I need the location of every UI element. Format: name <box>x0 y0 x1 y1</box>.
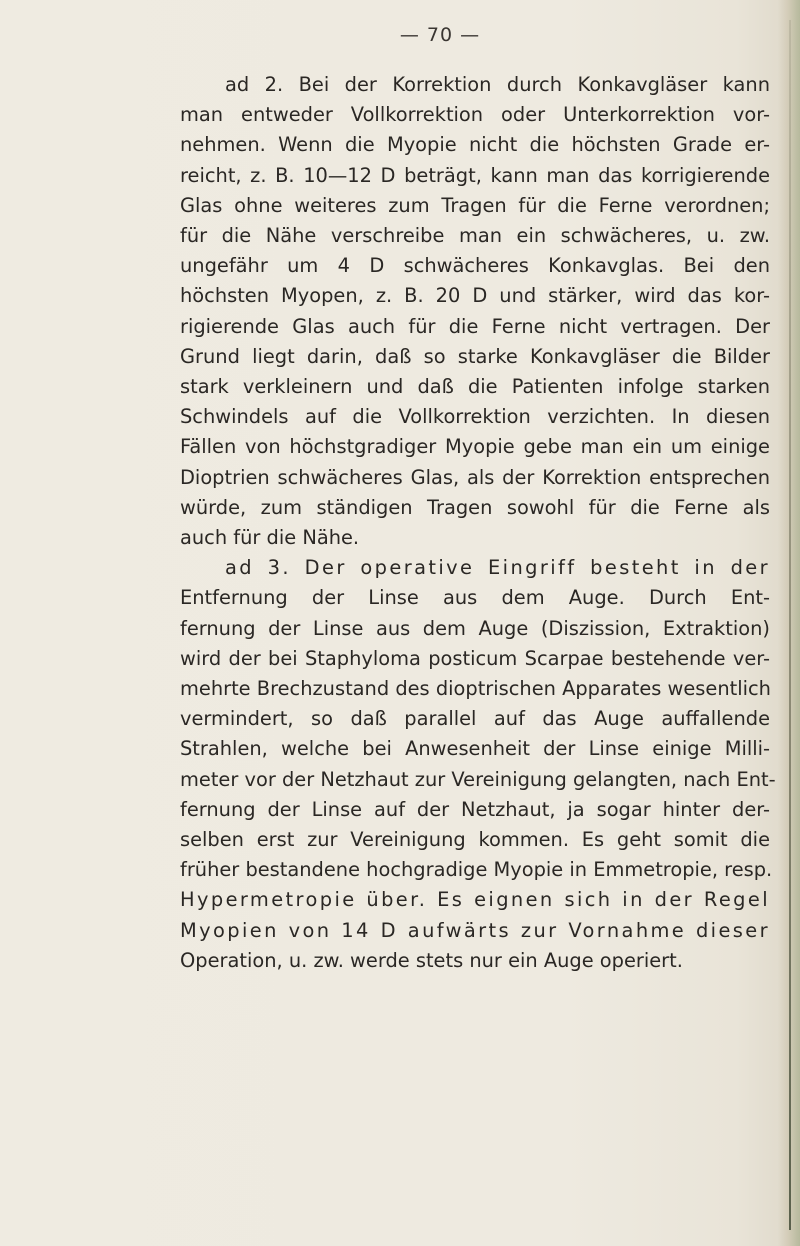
text-line: fernung der Linse auf der Netzhaut, ja sogar hinter der- <box>180 797 770 821</box>
text-line: stark verkleinern und daß die Patienten infolge starken <box>180 375 770 399</box>
text-line: meter vor der Netzhaut zur Vereinigung gelangten, nach Ent- <box>180 767 776 791</box>
text-line: selben erst zur Vereinigung kommen. Es geht somit die <box>180 828 770 852</box>
text-line: Entfernung der Linse aus dem Auge. Durch Ent- <box>180 586 770 610</box>
text-line: ad 3. Der operative Eingriff besteht in der <box>225 556 770 580</box>
page-edge-line <box>789 20 791 1230</box>
text-line: für die Nähe verschreibe man ein schwächeres, u. zw. <box>180 224 770 248</box>
text-line: Schwindels auf die Vollkorrektion verzichten. In diesen <box>180 405 770 429</box>
text-line: mehrte Brechzustand des dioptrischen Apparates wesentlich <box>180 677 771 701</box>
text-line: nehmen. Wenn die Myopie nicht die höchsten Grade er- <box>180 133 770 157</box>
text-line: vermindert, so daß parallel auf das Auge auffallende <box>180 707 770 731</box>
page-number: — 70 — <box>399 24 481 46</box>
text-line: früher bestandene hochgradige Myopie in Emmetropie, resp. <box>180 858 773 882</box>
text-line: Strahlen, welche bei Anwesenheit der Linse einige Milli- <box>180 737 770 761</box>
text-line: Glas ohne weiteres zum Tragen für die Ferne verordnen; <box>180 193 770 217</box>
text-line: fernung der Linse aus dem Auge (Diszission, Extraktion) <box>180 616 770 640</box>
text-line: Hypermetropie über. Es eignen sich in der Regel <box>180 888 770 912</box>
text-line: man entweder Vollkorrektion oder Unterkorrektion vor- <box>180 103 770 127</box>
text-line: Grund liegt darin, daß so starke Konkavgläser die Bilder <box>180 344 770 368</box>
text-line: Fällen von höchstgradiger Myopie gebe man ein um einige <box>180 435 770 459</box>
text-line: auch für die Nähe. <box>180 526 360 550</box>
text-line: würde, zum ständigen Tragen sowohl für die Ferne als <box>180 495 770 519</box>
text-line: wird der bei Staphyloma posticum Scarpae bestehende ver- <box>180 646 770 670</box>
text-line: reicht, z. B. 10—12 D beträgt, kann man das korrigierende <box>180 163 770 187</box>
text-line: rigierende Glas auch für die Ferne nicht vertragen. Der <box>180 314 770 338</box>
text-line: Dioptrien schwächeres Glas, als der Korrektion entsprechen <box>180 465 770 489</box>
text-line: Operation, u. zw. werde stets nur ein Auge operiert. <box>180 948 683 972</box>
text-line: ad 2. Bei der Korrektion durch Konkavgläser kann <box>225 73 770 96</box>
text-line: ungefähr um 4 D schwächeres Konkavglas. Bei den <box>180 254 770 278</box>
text-line: höchsten Myopen, z. B. 20 D und stärker, wird das kor- <box>180 284 770 308</box>
body-text <box>180 70 776 976</box>
text-line: Myopien von 14 D aufwärts zur Vornahme dieser <box>180 918 770 942</box>
